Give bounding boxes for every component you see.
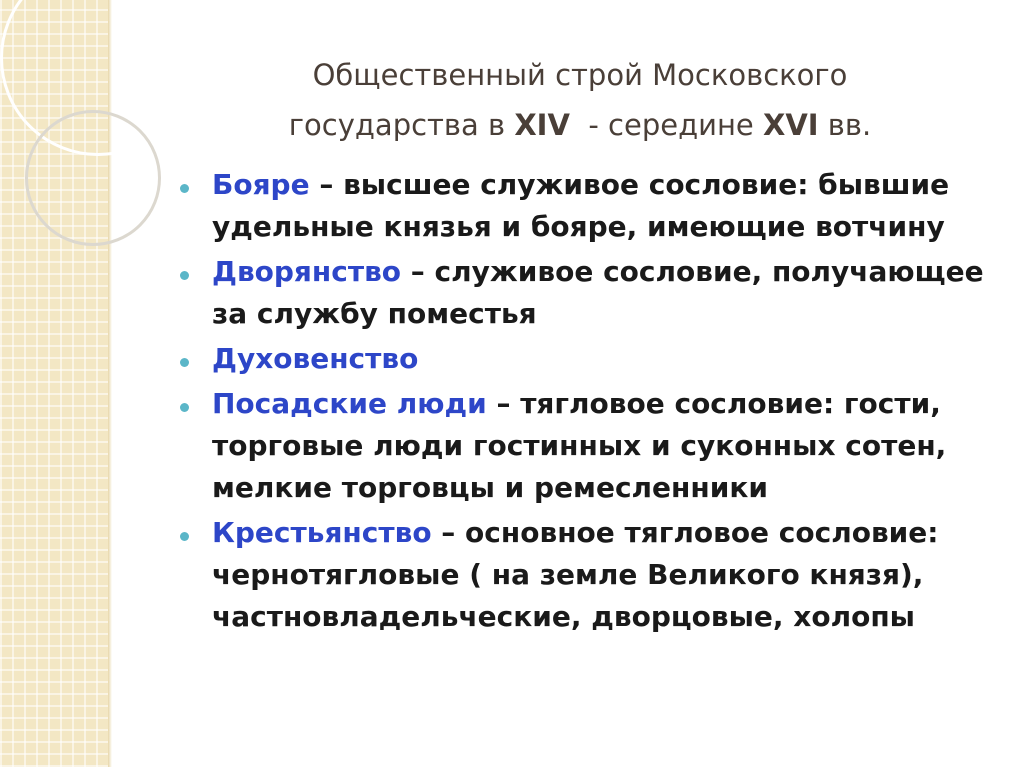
bullet-dot-icon	[180, 532, 189, 541]
bullet-item-boyars	[180, 164, 1010, 248]
bullet-item-nobility	[180, 251, 1010, 335]
title-suffix: вв.	[818, 108, 872, 142]
title-prefix: государства в	[288, 108, 515, 142]
bullet-term: Бояре	[212, 168, 310, 201]
title-line-1: Общественный строй Московского	[312, 58, 848, 92]
bullet-description: – высшее служивое сословие: бывшие удельные князья и бояре, имеющие вотчину	[212, 168, 950, 243]
bullet-term: Дворянство	[212, 255, 402, 288]
title-middle: - середине	[569, 108, 763, 142]
slide-title	[200, 50, 960, 150]
bullet-term: Духовенство	[212, 342, 419, 375]
bullet-dot-icon	[180, 271, 189, 280]
bullet-dot-icon	[180, 403, 189, 412]
bullet-item-townspeople	[180, 383, 1010, 509]
title-line-2	[200, 100, 960, 150]
bullet-item-peasantry	[180, 512, 1010, 638]
bullet-term: Крестьянство	[212, 516, 432, 549]
bullet-dot-icon	[180, 184, 189, 193]
bullet-list	[180, 164, 1010, 641]
title-century-start: XIV	[514, 108, 570, 142]
bullet-term: Посадские люди	[212, 387, 487, 420]
bullet-dot-icon	[180, 358, 189, 367]
bullet-item-clergy	[180, 338, 1010, 380]
title-century-end: XVI	[763, 108, 819, 142]
bullet-description: – основное тягловое сословие: чернотягловые ( на земле Великого князя), частновладельческие, дворцовые, холопы	[212, 516, 939, 633]
bullet-description: – служивое сословие, получающее за службу поместья	[212, 255, 984, 330]
decorative-ring-icon	[25, 110, 161, 246]
bullet-description: – тягловое сословие: гости, торговые люди гостинных и суконных сотен, мелкие торговцы и ремесленники	[212, 387, 947, 504]
